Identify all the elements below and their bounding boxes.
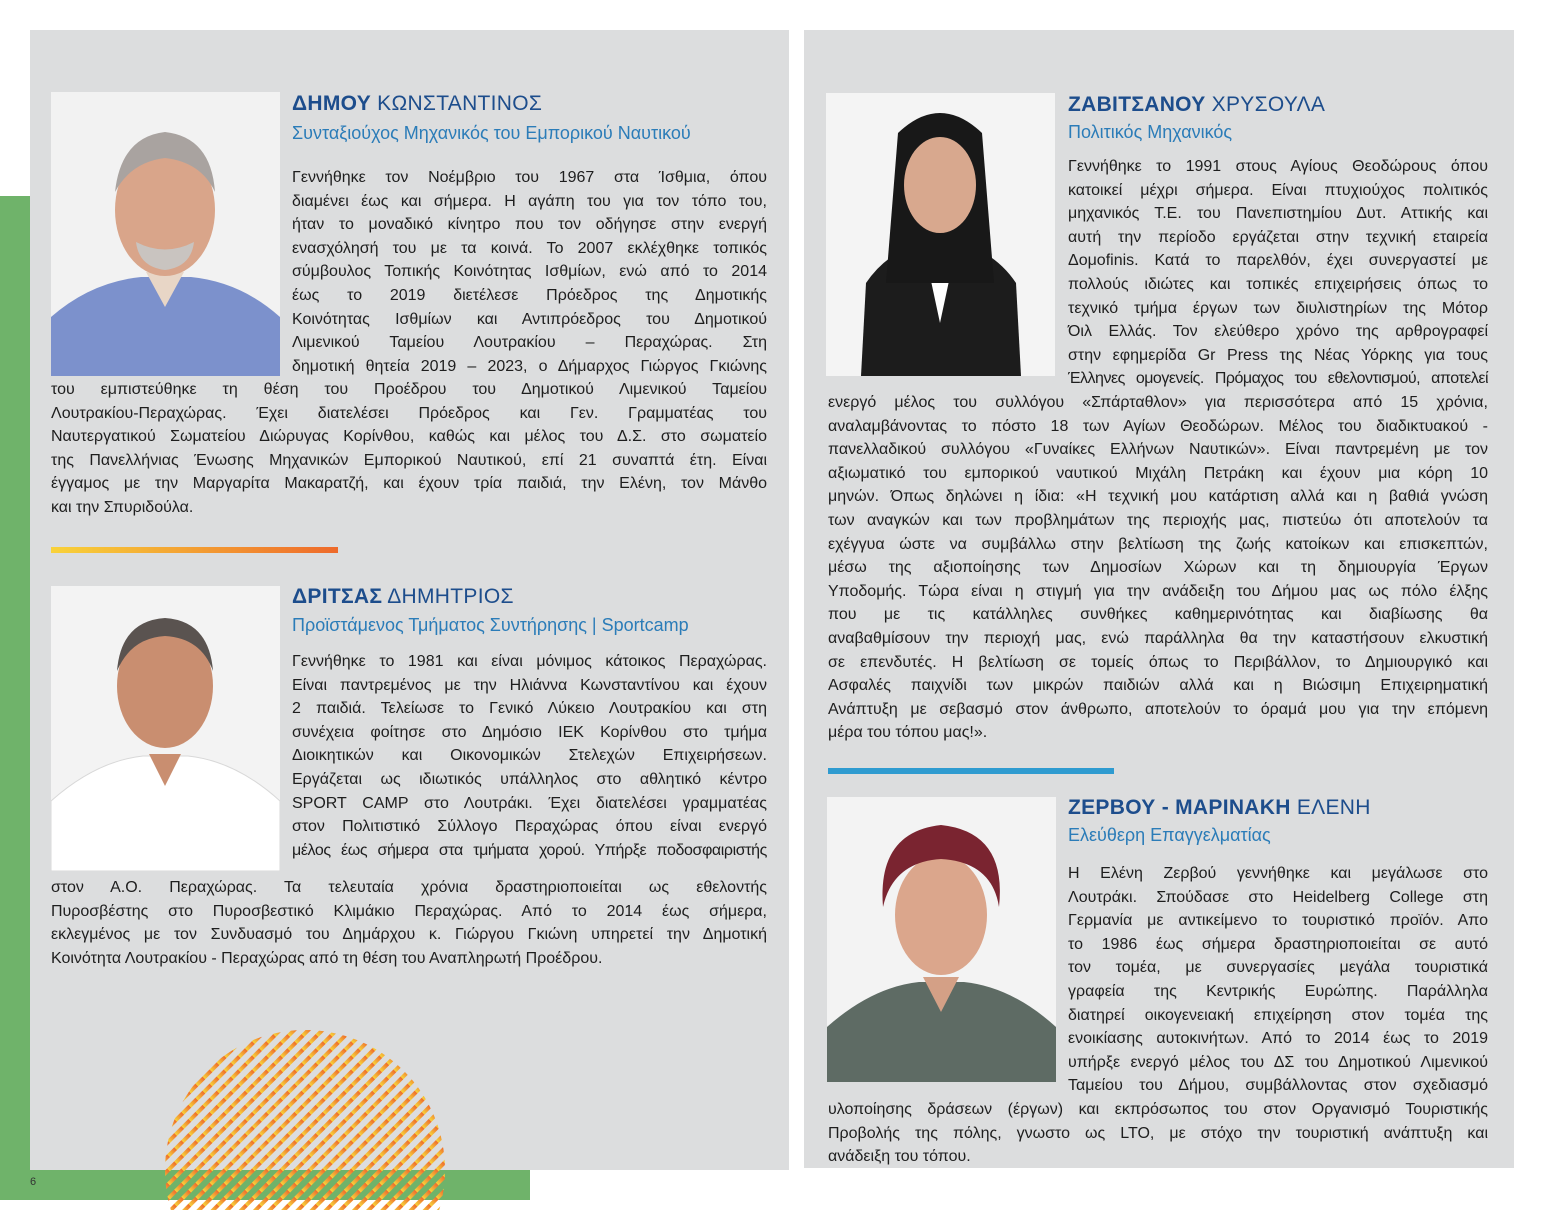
portrait-photo xyxy=(51,586,280,871)
profile-name: ΖΕΡΒΟΥ - ΜΑΡΙΝΑΚΗ ΕΛΕΝΗ xyxy=(1068,796,1371,819)
portrait-photo xyxy=(51,92,280,376)
profile-bio-continued: του εμπιστεύθηκε τη θέση του Προέδρου του Δημοτικού Λιμενικού Ταμείου Λουτρακίου-Περαχώρας. Έχει διατελέσει Πρόεδρος και Γεν. Γραμματέας του Ναυτεργατικού Σωματείου Διώρυγας Κορίνθου, καθώς και μέλος του Δ.Σ. στο σωματείο της Πανελλήνιας Ένωσης Μηχανικών Εμπορικού Ναυτικού, επί 21 συναπτά έτη. Είναι έγγαμος με την Μαργαρίτα Μακαρατζή, και έχουν τρία παιδιά, την Ελένη, τον Μάνθο και την Σπυριδούλα. xyxy=(51,381,767,516)
portrait-photo xyxy=(827,797,1056,1082)
right-page-panel xyxy=(804,30,1514,1168)
section-divider xyxy=(51,547,338,553)
profile-name: ΔΡΙΤΣΑΣ ΔΗΜΗΤΡΙΟΣ xyxy=(292,585,514,608)
profile-bio: Η Ελένη Ζερβού γεννήθηκε και μεγάλωσε στο Λουτράκι. Σπούδασε στο Heidelberg College στη Γερμανία με αντικείμενο το τουριστικό προϊόν. Απο το 1986 έως σήμερα δραστηριοποιείται σε αυτό τον τομέα, με συνεργασίες μεγάλα τουριστικά γραφεία της Κεντρικής Ευρώπης. Παράλληλα διατηρεί οικογενειακή επιχείρηση στον τομέα της ενοικίασης αυτοκινήτων. Από το 2014 έως το 2019 υπήρξε ενεργό μέλος του ΔΣ του Δημοτικού Λιμενικού Ταμείου του Δήμου, συμβάλλοντας στον σχεδιασμό xyxy=(1068,865,1488,1095)
profile-bio-continued: υλοποίησης δράσεων (έργων) και εκπρόσωπος του στον Οργανισμό Τουριστικής Προβολής της πόλης, γνωστο ως LTO, με στόχο την τουριστική ανάπτυξη και ανάδειξη του τόπου. xyxy=(828,1101,1488,1166)
profile-role: Πολιτικός Μηχανικός xyxy=(1068,122,1233,142)
portrait-photo xyxy=(826,93,1055,376)
profile-role: Συνταξιούχος Μηχανικός του Εμπορικού Ναυτικού xyxy=(292,123,691,143)
profile-bio-continued: ενεργό μέλος του συλλόγου «Σπάρταθλον» για περισσότερα από 15 χρόνια, αναλαμβάνοντας το πόστο 18 των Αγίων Θεοδώρων. Μέλος του διαδικτυακού - πανελλαδικού συλλόγου «Γυναίκες Ελλήνων Ναυτικών». Είναι παντρεμένη με τον αξιωματικό του εμπορικού ναυτικού Μιχάλη Πετράκη και έχουν μια κόρη 10 μηνών. Όπως δηλώνει η ίδια: «Η τεχνική μου κατάρτιση αλλά και η βαθιά γνώση των αναγκών και των προβλημάτων της περιοχής μας, πιστεύω ότι αποτελούν τα εχέγγυα ώστε να συμβάλλω στην βελτίωση της ζωής κατοίκων και επισκεπτών, μέσω της αξιοποίησης των Δημοσίων Χώρων και τη δημιουργία Έργων Υποδομής. Τώρα είναι η στιγμή για την ανάδειξη του Δήμου μας ως πόλο έλξης που με τις κατάλληλες συνθήκες καθημερινότητας και διαβίωσης θα αναβαθμίσουν την περιοχή μας, ενώ παράλληλα θα την καταστήσουν ελκυστική σε επενδυτές. Η βελτίωση σε τομείς όπως το Περιβάλλον, το Δημιουργικό και Ασφαλές παιχνίδι των μικρών παιδιών αλλά και η Βιώσιμη Επιχειρηματική Ανάπτυξη με σεβασμό στον άνθρωπο, αποτελούν το όραμά μου για την επόμενη μέρα του τόπου μας!». xyxy=(828,394,1488,742)
profile-bio: Γεννήθηκε το 1981 και είναι μόνιμος κάτοικος Περαχώρας. Είναι παντρεμένος με την Ηλιάννα Κωνσταντίνου και έχουν 2 παιδιά. Τελείωσε το Γενικό Λύκειο Λουτρακίου και στη συνέχεια φοίτησε στο Δημόσιο ΙΕΚ Κορίνθου στο τμήμα Διοικητικών και Οικονομικών Στελεχών Επιχειρήσεων. Εργάζεται ως ιδιωτικός υπάλληλος στο αθλητικό κέντρο SPORT CAMP στο Λουτράκι. Έχει διατελέσει γραμματέας στον Πολιτιστικό Σύλλογο Περαχώρας όπου είναι ενεργό μέλος έως σήμερα στα τμήματα χορού. Υπήρξε ποδοσφαιριστής xyxy=(292,653,767,859)
profile-bio-continued: στον Α.Ο. Περαχώρας. Τα τελευταία χρόνια δραστηριοποιείται ως εθελοντής Πυροσβέστης στο Πυροσβεστικό Κλιμάκιο Περαχώρας. Από το 2014 έως σήμερα, εκλεγμένος με τον Συνδυασμό του Δημάρχου κ. Γιώργου Γκιώνη υπηρετεί την Δημοτική Κοινότητα Λουτρακίου - Περαχώρας από τη θέση του Αναπληρωτή Προέδρου. xyxy=(51,879,767,967)
profile-role: Προϊστάμενος Τμήματος Συντήρησης | Sportcamp xyxy=(292,615,689,635)
profile-name: ΔΗΜΟΥ ΚΩΝΣΤΑΝΤΙΝΟΣ xyxy=(292,92,543,115)
profile-bio: Γεννήθηκε το 1991 στους Αγίους Θεοδώρους όπου κατοικεί μέχρι σήμερα. Είναι πτυχιούχος πολιτικός μηχανικός Τ.Ε. του Πανεπιστημίου Δυτ. Αττικής και αυτή την περίοδο εργάζεται στην τεχνική εταιρεία Δομofinis. Κατά το παρελθόν, έχει συνεργαστεί με πολλούς ιδιώτες και τοπικές επιχειρήσεις όπως το τεχνικό τμήμα έργων των διυλιστηρίων της Μότορ Όιλ Ελλάς. Τον ελεύθερο χρόνο της αρθρογραφεί στην εφημερίδα Gr Press της Νέας Υόρκης για τους Έλληνες ομογενείς. Πρόμαχος του εθελοντισμού, αποτελεί xyxy=(1068,158,1488,388)
profile-name: ΖΑΒΙΤΣΑΝΟΥ ΧΡΥΣΟΥΛΑ xyxy=(1068,93,1326,116)
section-divider xyxy=(828,768,1114,774)
page-number: 6 xyxy=(30,1176,37,1188)
decorative-striped-circle xyxy=(160,1020,450,1210)
profile-role: Ελεύθερη Επαγγελματίας xyxy=(1068,825,1271,845)
left-page-panel xyxy=(30,30,789,1170)
profile-bio: Γεννήθηκε τον Νοέμβριο του 1967 στα Ίσθμια, όπου διαμένει έως και σήμερα. Η αγάπη του για τον τόπο του, ήταν το μοναδικό κίνητρο που τον οδήγησε στην ενεργή ενασχόλησή του με τα κοινά. Το 2007 εκλέχθηκε τοπικός σύμβουλος Τοπικής Κοινότητας Ισθμίων, ενώ από το 2014 έως το 2019 διετέλεσε Πρόεδρος της Δημοτικής Κοινότητας Ισθμίων και Αντιπρόεδρος του Δημοτικού Λιμενικού Ταμείου Λουτρακίου – Περαχώρας. Στη δημοτική θητεία 2019 – 2023, ο Δήμαρχος Γιώργος Γκιώνης xyxy=(292,169,767,375)
